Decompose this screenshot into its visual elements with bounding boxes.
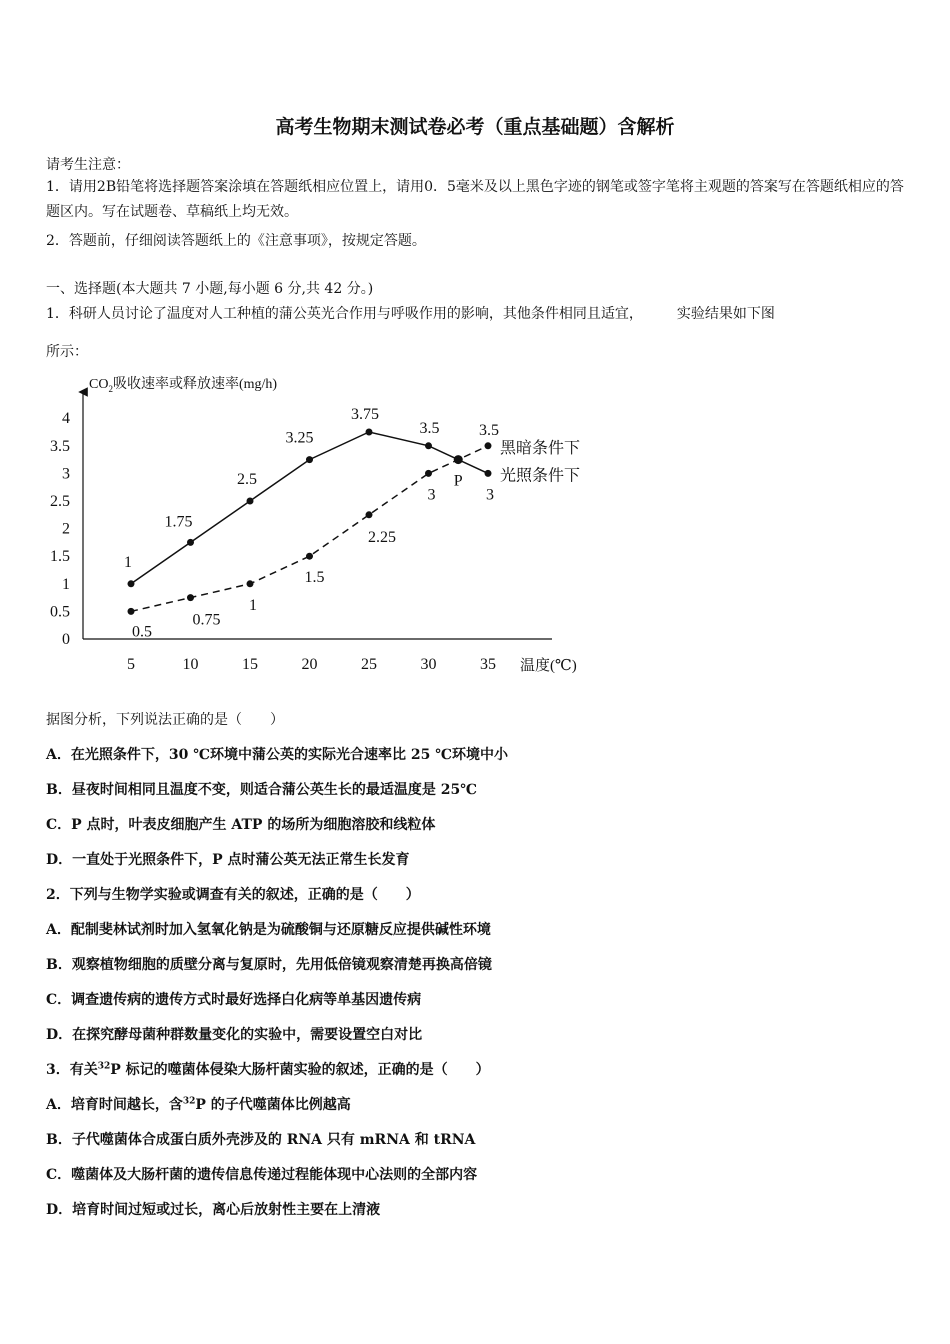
q1-option-c: C．P 点时，叶表皮细胞产生 ATP 的场所为细胞溶胶和线粒体 [46, 817, 436, 833]
y-tick-labels [50, 410, 70, 648]
q1-stem [46, 303, 775, 323]
q3-option-a-post: P 的子代噬菌体比例越高 [195, 1097, 351, 1113]
q1-stem-part2: 实验结果如下图 [676, 306, 775, 322]
data-label: 2.25 [368, 528, 396, 546]
data-label: 1 [249, 596, 257, 614]
q2-option-b: B．观察植物细胞的质壁分离与复原时，先用低倍镜观察清楚再换高倍镜 [46, 957, 492, 973]
q3-option-a-sup: 32 [182, 1096, 196, 1107]
data-label: 0.5 [132, 623, 152, 641]
x-axis-label: 温度(℃) [520, 658, 577, 674]
q2-option-d: D．在探究酵母菌种群数量变化的实验中，需要设置空白对比 [46, 1027, 423, 1043]
data-point [128, 608, 135, 615]
q1-option-d: D．一直处于光照条件下，P 点时蒲公英无法正常生长发育 [46, 852, 410, 868]
notice-heading: 请考生注意： [46, 157, 130, 173]
q3-stem-sup: 32 [97, 1061, 111, 1072]
co2-rate-chart [40, 362, 600, 682]
q1-stem-part1: 1．科研人员讨论了温度对人工种植的蒲公英光合作用与呼吸作用的影响，其他条件相同且适宜， [46, 306, 643, 322]
q2-stem: 2．下列与生物学实验或调查有关的叙述，正确的是（ ） [46, 887, 420, 903]
data-point [128, 580, 135, 587]
series-name-light: 光照条件下 [500, 467, 581, 485]
q1-stem-end: 所示： [46, 344, 88, 360]
data-point [366, 511, 373, 518]
y-tick-label: 0 [62, 631, 70, 648]
data-point [306, 456, 313, 463]
data-point [485, 470, 492, 477]
data-point [306, 553, 313, 560]
q3-stem-post: P 标记的噬菌体侵染大肠杆菌实验的叙述，正确的是（ ） [110, 1062, 490, 1078]
y-tick-label: 2 [62, 520, 70, 538]
data-point [425, 442, 432, 449]
data-label: 3.5 [479, 421, 499, 439]
q3-option-a-pre: A．培育时间越长，含 [46, 1097, 183, 1113]
q2-option-c: C．调查遗传病的遗传方式时最好选择白化病等单基因遗传病 [46, 992, 422, 1008]
chart-series [124, 406, 580, 640]
data-label: 3 [427, 486, 436, 504]
y-tick-label: 1 [62, 575, 70, 593]
data-point [247, 498, 254, 505]
section-heading: 一、选择题(本大题共 7 小题,每小题 6 分,共 42 分。) [46, 281, 374, 297]
data-point [247, 580, 254, 587]
q1-option-a: A．在光照条件下，30 ℃环境中蒲公英的实际光合速率比 25 ℃环境中小 [46, 747, 508, 763]
q3-stem [46, 1059, 490, 1079]
data-point [425, 470, 432, 477]
y-tick-label: 3.5 [50, 437, 70, 455]
q3-option-a [46, 1094, 351, 1114]
data-label: 1.5 [304, 569, 325, 587]
q3-option-c: C．噬菌体及大肠杆菌的遗传信息传递过程能体现中心法则的全部内容 [46, 1167, 478, 1183]
q2-option-a: A．配制斐林试剂时加入氢氧化钠是为硫酸铜与还原糖反应提供碱性环境 [46, 922, 491, 938]
data-label: 3 [486, 486, 494, 504]
data-label: 1 [124, 553, 132, 571]
data-label: 1.75 [164, 513, 193, 531]
data-label: 3.5 [419, 419, 440, 437]
q3-option-d: D．培育时间过短或过长，离心后放射性主要在上清液 [46, 1202, 381, 1218]
y-tick-label: 1.5 [50, 548, 70, 566]
y-axis-label: $CO_2$吸收速率或释放速率(mg/h) [89, 377, 278, 394]
data-point [187, 539, 194, 546]
x-tick-label: 10 [182, 656, 199, 673]
data-point [485, 442, 492, 449]
data-point [187, 594, 194, 601]
notice-item-2: 2．答题前，仔细阅读答题纸上的《注意事项》，按规定答题。 [46, 233, 426, 249]
x-tick-label: 35 [480, 656, 496, 673]
x-tick-label: 15 [242, 656, 258, 673]
x-tick-labels [127, 656, 496, 673]
q3-stem-pre: 3．有关 [46, 1062, 98, 1078]
series-line-light [131, 429, 488, 587]
y-tick-label: 0.5 [50, 603, 70, 621]
data-label: 0.75 [192, 611, 221, 629]
x-tick-label: 5 [127, 656, 135, 673]
q1-prompt: 据图分析，下列说法正确的是（ ） [46, 712, 284, 728]
q1-option-b: B．昼夜时间相同且温度不变，则适合蒲公英生长的最适温度是 25℃ [46, 782, 477, 798]
y-tick-label: 2.5 [50, 493, 70, 510]
data-label: 3.25 [285, 429, 314, 447]
x-tick-label: 25 [361, 656, 377, 673]
series-name-dark: 黑暗条件下 [500, 439, 581, 457]
x-tick-label: 20 [301, 656, 318, 673]
intersection-point [454, 455, 463, 464]
intersection-label: P [453, 472, 463, 490]
y-tick-label: 3 [62, 465, 70, 483]
notice-item-1: 1．请用2B铅笔将选择题答案涂填在答题纸相应位置上，请用0．5毫米及以上黑色字迹的钢笔或签字笔将主观题的答案写在答题纸相应的答题区内。写在试题卷、草稿纸上均无效。 [46, 179, 904, 220]
x-tick-label: 30 [420, 656, 437, 673]
page-title: 高考生物期末测试卷必考（重点基础题）含解析 [275, 116, 675, 138]
data-point [366, 429, 373, 436]
y-tick-label: 4 [62, 410, 70, 428]
data-label: 3.75 [351, 406, 379, 423]
q3-option-b: B．子代噬菌体合成蛋白质外壳涉及的 RNA 只有 mRNA 和 tRNA [46, 1132, 476, 1148]
data-label: 2.5 [237, 471, 257, 488]
